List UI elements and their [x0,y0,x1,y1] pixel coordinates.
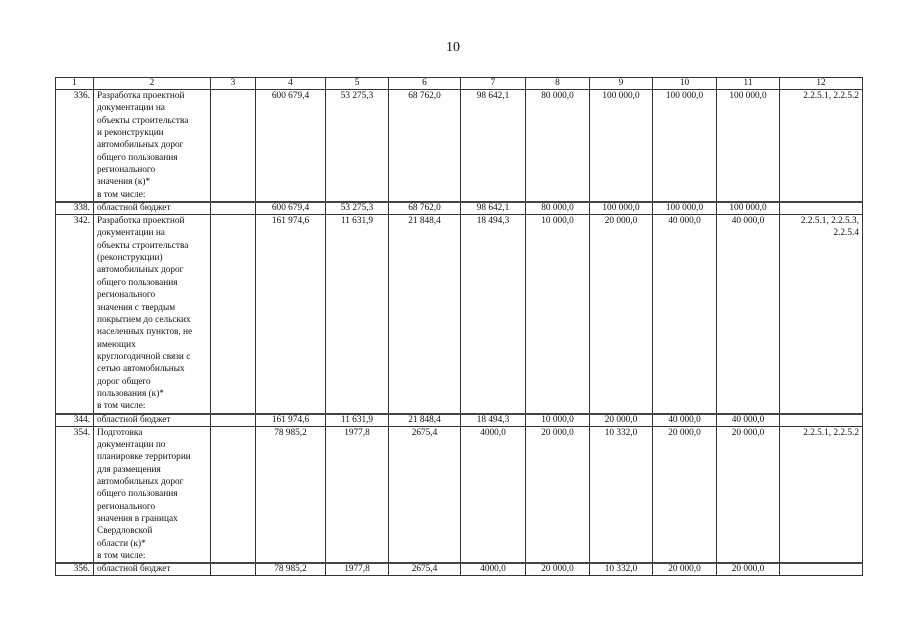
amount-cell: 98 642,1 [461,90,526,203]
amount-cell: 100 000,0 [653,202,717,215]
amount-cell: 40 000,0 [717,215,780,414]
column-3-cell [211,426,256,563]
amount-cell: 10 000,0 [526,215,590,414]
column-header: 6 [389,78,461,90]
activity-name-line: значения с твердым [97,302,176,313]
amount-cell: 20 000,0 [653,426,717,563]
activity-name-line: Разработка проектной [97,91,185,101]
activity-name-line: значения (к)* [97,177,151,188]
amount-cell: 20 000,0 [590,215,653,414]
amount-cell: 20 000,0 [717,426,780,563]
activity-name-line: имеющих [97,339,136,350]
amount-cell: 100 000,0 [717,202,780,215]
program-budget-table [55,77,863,576]
amount-cell: 20 000,0 [590,414,653,427]
activity-row [56,215,863,414]
amount-cell: 10 000,0 [526,414,590,427]
column-header: 3 [211,78,256,90]
row-number: 336. [56,90,94,203]
activity-name-line: областной бюджет [97,414,171,425]
activity-name-line: документации на [97,228,165,239]
target-reference-line: 2.2.5.4 [833,228,859,239]
target-reference-line: 2.2.5.1, 2.2.5.2 [803,427,859,438]
activity-name-line: областной бюджет [97,203,171,214]
amount-cell: 161 974,6 [256,215,326,414]
target-reference-cell [780,563,863,576]
activity-name-line: регионального [97,165,156,176]
target-reference-cell [780,202,863,215]
amount-cell: 20 000,0 [526,426,590,563]
activity-row [56,426,863,563]
activity-name-line: Разработка проектной [97,216,185,227]
amount-cell: 78 985,2 [256,426,326,563]
row-number: 356. [56,563,94,576]
column-number-row [56,78,863,90]
column-3-cell [211,414,256,427]
activity-name-line: значения в границах [97,514,178,524]
activity-name-line: объекты строительства [97,115,189,126]
activity-name-line: Свердловской [97,526,153,537]
target-reference-line: 2.2.5.1, 2.2.5.2 [803,91,859,101]
column-header: 10 [653,78,717,90]
column-3-cell [211,202,256,215]
activity-name-line: общего пользования [97,277,178,288]
row-number: 342. [56,215,94,414]
activity-name-line: (реконструкции) [97,253,163,264]
activity-name-line: областной бюджет [97,564,171,575]
target-reference-cell [780,414,863,427]
amount-cell: 78 985,2 [256,563,326,576]
amount-cell: 80 000,0 [526,202,590,215]
column-header: 2 [94,78,211,90]
amount-cell: 18 494,3 [461,215,526,414]
activity-name-line: документации на [97,103,165,114]
column-header: 4 [256,78,326,90]
amount-cell: 10 332,0 [590,563,653,576]
amount-cell: 1977,8 [326,426,389,563]
activity-name-line: автомобильных дорог [97,265,184,276]
amount-cell: 20 000,0 [653,563,717,576]
target-reference-cell [780,215,863,414]
activity-name-line: для размещения [97,464,161,475]
amount-cell: 11 631,9 [326,215,389,414]
amount-cell: 100 000,0 [590,202,653,215]
amount-cell: 68 762,0 [389,202,461,215]
amount-cell: 10 332,0 [590,426,653,563]
activity-name-line: в том числе: [97,189,146,200]
row-number: 344. [56,414,94,427]
budget-row [56,414,863,427]
amount-cell: 20 000,0 [717,563,780,576]
amount-cell: 21 848,4 [389,414,461,427]
amount-cell: 4000,0 [461,563,526,576]
activity-name-line: области (к)* [97,538,146,549]
activity-row [56,90,863,203]
row-number: 354. [56,426,94,563]
budget-row [56,202,863,215]
target-reference-line: 2.2.5.1, 2.2.5.3, [800,216,859,227]
amount-cell: 40 000,0 [653,215,717,414]
column-header: 12 [780,78,863,90]
amount-cell: 11 631,9 [326,414,389,427]
column-header: 9 [590,78,653,90]
activity-name-line: сетью автомобильных [97,364,185,375]
activity-name-line: дорог общего [97,376,151,387]
amount-cell: 80 000,0 [526,90,590,203]
activity-name-cell [94,563,211,576]
amount-cell: 1977,8 [326,563,389,576]
activity-name-cell [94,414,211,427]
target-reference-cell [780,90,863,203]
amount-cell: 100 000,0 [590,90,653,203]
amount-cell: 600 679,4 [256,202,326,215]
amount-cell: 4000,0 [461,426,526,563]
column-3-cell [211,215,256,414]
activity-name-line: планировке территории [97,452,191,463]
amount-cell: 68 762,0 [389,90,461,203]
activity-name-line: документации по [97,439,166,450]
activity-name-line: общего пользования [97,152,178,163]
amount-cell: 2675,4 [389,426,461,563]
activity-name-cell [94,202,211,215]
column-header: 7 [461,78,526,90]
amount-cell: 53 275,3 [326,202,389,215]
amount-cell: 20 000,0 [526,563,590,576]
activity-name-cell [94,426,211,563]
activity-name-line: в том числе: [97,551,146,562]
budget-row [56,563,863,576]
activity-name-line: круглогодичной связи с [97,351,191,362]
amount-cell: 53 275,3 [326,90,389,203]
activity-name-line: покрытием до сельских [97,314,191,325]
activity-name-line: объекты строительства [97,240,189,251]
amount-cell: 21 848,4 [389,215,461,414]
activity-name-line: регионального [97,501,156,512]
activity-name-cell [94,90,211,203]
amount-cell: 40 000,0 [717,414,780,427]
activity-name-line: общего пользования [97,489,178,500]
activity-name-line: в том числе: [97,401,146,412]
row-number: 338. [56,202,94,215]
amount-cell: 98 642,1 [461,202,526,215]
activity-name-line: регионального [97,290,156,301]
column-header: 8 [526,78,590,90]
page-number: 10 [446,40,460,55]
amount-cell: 161 974,6 [256,414,326,427]
activity-name-line: автомобильных дорог [97,140,184,151]
column-header: 1 [56,78,94,90]
activity-name-cell [94,215,211,414]
target-reference-cell [780,426,863,563]
activity-name-line: пользования (к)* [97,388,164,399]
activity-name-line: автомобильных дорог [97,476,184,487]
amount-cell: 600 679,4 [256,90,326,203]
amount-cell: 40 000,0 [653,414,717,427]
activity-name-line: и реконструкции [97,128,164,139]
column-3-cell [211,90,256,203]
amount-cell: 2675,4 [389,563,461,576]
column-3-cell [211,563,256,576]
amount-cell: 100 000,0 [653,90,717,203]
table-body [56,78,863,576]
activity-name-line: населенных пунктов, не [97,327,193,338]
activity-name-line: Подготовка [97,427,143,438]
amount-cell: 100 000,0 [717,90,780,203]
column-header: 5 [326,78,389,90]
amount-cell: 18 494,3 [461,414,526,427]
column-header: 11 [717,78,780,90]
